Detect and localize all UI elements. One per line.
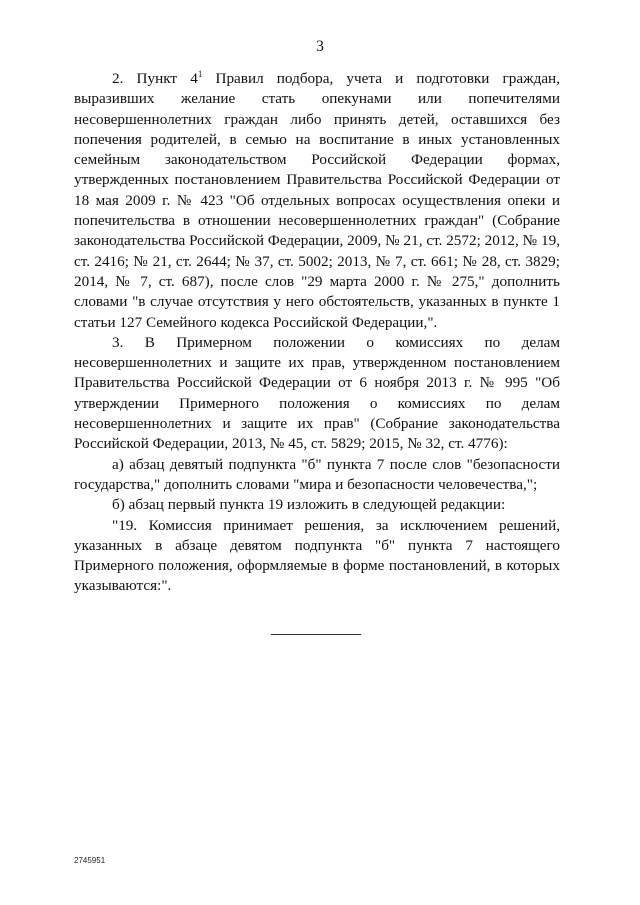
paragraph-quoted-item-19: "19. Комиссия принимает решения, за исключением решений, указанных в абзаце девятом подпункта "б" пункта 7 настоящего Примерного положения, оформляемые в форме постановлений, в которых указываются:". xyxy=(74,516,560,595)
paragraph-item-2-lead: 2. Пункт 4 xyxy=(112,70,198,87)
page-number: 3 xyxy=(316,38,324,55)
paragraph-item-3: 3. В Примерном положении о комиссиях по делам несовершеннолетних и защите их прав, утвержденном постановлением Правительства Российской Федерации от 6 ноября 2013 г. № 995 "Об утверждении Примерного положения о комиссиях по делам несовершеннолетних и защите их прав" (Собрание законодательства Российской Федерации, 2013, № 45, ст. 5829; 2015, № 32, ст. 4776): xyxy=(74,333,560,453)
end-divider xyxy=(271,634,361,635)
paragraph-subitem-b: б) абзац первый пункта 19 изложить в следующей редакции: xyxy=(112,496,506,514)
paragraph-subitem-a: а) абзац девятый подпункта "б" пункта 7 после слов "безопасности государства," дополнить словами "мира и безопасности человечества,"; xyxy=(74,455,560,493)
document-body xyxy=(74,69,560,597)
superscript-index: 1 xyxy=(197,69,203,79)
paragraph-item-2-text: Правил подбора, учета и подготовки граждан, выразивших желание стать опекунами или попечителями несовершеннолетних граждан либо принять детей, оставшихся без попечения родителей, в семью на воспитание в иных установленных семейным законодательством Российской Федерации формах, утвержденных постановлением Правительства Российской Федерации от 18 мая 2009 г. № 423 "Об отдельных вопросах осуществления опеки и попечительства в отношении несовершеннолетних граждан" (Собрание законодательства Российской Федерации, 2009, № 21, ст. 2572; 2012, № 19, ст. 2416; № 21, ст. 2644; № 37, ст. 5002; 2013, № 7, ст. 661; № 28, ст. 3829; 2014, № 7, ст. 687), после слов "29 марта 2000 г. № 275," дополнить словами "в случае отсутствия у него обстоятельств, указанных в пункте 1 статьи 127 Семейного кодекса Российской Федерации,". xyxy=(74,70,560,331)
paragraph-item-2 xyxy=(74,69,560,333)
document-code: 2745951 xyxy=(74,856,106,865)
